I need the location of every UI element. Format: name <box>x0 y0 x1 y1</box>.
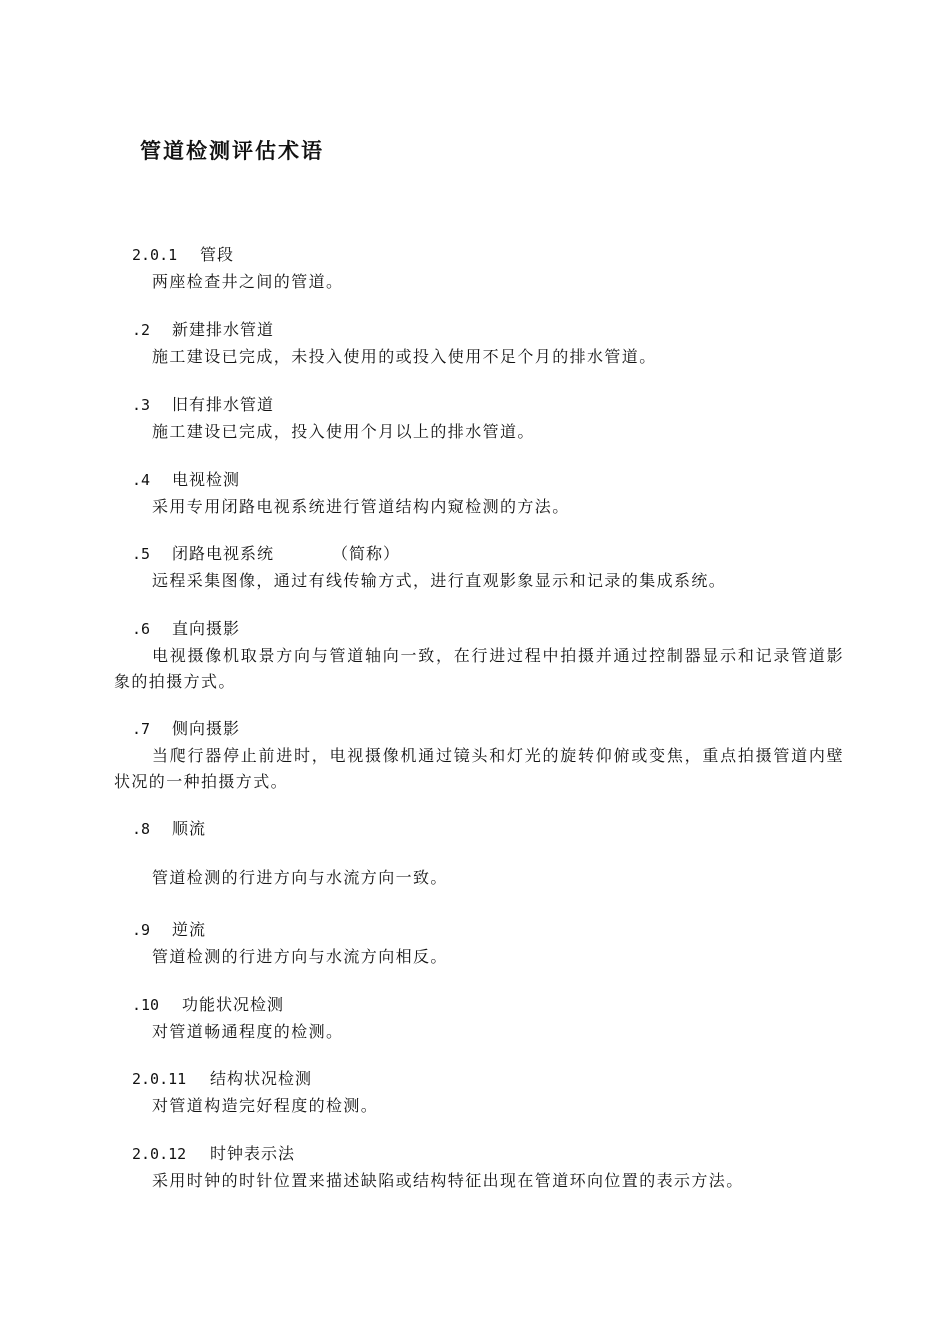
term-heading <box>114 617 844 641</box>
term-number: .8 <box>132 820 151 838</box>
term-heading <box>114 1067 844 1091</box>
term-heading <box>114 817 844 841</box>
term-definition: 施工建设已完成，未投入使用的或投入使用不足个月的排水管道。 <box>152 347 657 366</box>
term-number: .6 <box>132 620 151 638</box>
term-functional-inspection <box>114 993 844 1045</box>
term-name: 逆流 <box>172 920 207 939</box>
term-definition: 远程采集图像，通过有线传输方式，进行直观影象显示和记录的集成系统。 <box>152 571 727 590</box>
term-heading <box>114 918 844 942</box>
term-number: .4 <box>132 471 151 489</box>
term-upstream <box>114 918 844 970</box>
term-new-drain-pipe <box>114 318 844 370</box>
term-number: .9 <box>132 921 151 939</box>
term-definition: 采用时钟的时针位置来描述缺陷或结构特征出现在管道环向位置的表示方法。 <box>152 1171 744 1190</box>
term-clock-notation <box>114 1142 844 1194</box>
term-definition: 管道检测的行进方向与水流方向相反。 <box>152 947 448 966</box>
term-definition: 电视摄像机取景方向与管道轴向一致，在行进过程中拍摄并通过控制器显示和记录管道影象的拍摄方式。 <box>114 646 844 691</box>
term-definition: 施工建设已完成，投入使用个月以上的排水管道。 <box>152 422 535 441</box>
term-name: 闭路电视系统 <box>172 544 275 563</box>
term-definition: 对管道畅通程度的检测。 <box>152 1022 344 1041</box>
term-definition: 两座检查井之间的管道。 <box>152 272 344 291</box>
term-definition: 采用专用闭路电视系统进行管道结构内窥检测的方法。 <box>152 497 570 516</box>
term-name: 功能状况检测 <box>182 995 285 1014</box>
term-number: 2.0.1 <box>132 246 178 264</box>
term-name: 结构状况检测 <box>210 1069 313 1088</box>
term-name: 时钟表示法 <box>210 1144 296 1163</box>
term-heading <box>114 1142 844 1166</box>
term-segment <box>114 243 844 295</box>
term-name: 直向摄影 <box>172 619 241 638</box>
term-heading <box>114 542 844 566</box>
term-forward-view <box>114 617 844 695</box>
term-definition: 当爬行器停止前进时，电视摄像机通过镜头和灯光的旋转仰俯或变焦，重点拍摄管道内壁状况的一种拍摄方式。 <box>114 746 844 791</box>
term-heading <box>114 243 844 267</box>
term-number: .2 <box>132 321 151 339</box>
term-cctv-inspection <box>114 468 844 520</box>
term-number: .10 <box>132 996 160 1014</box>
term-number: 2.0.11 <box>132 1070 187 1088</box>
term-heading <box>114 993 844 1017</box>
term-name: 旧有排水管道 <box>172 395 275 414</box>
term-number: 2.0.12 <box>132 1145 187 1163</box>
term-heading <box>114 717 844 741</box>
term-note: （简称） <box>332 544 401 563</box>
term-downstream <box>114 817 844 891</box>
term-existing-drain-pipe <box>114 393 844 445</box>
term-heading <box>114 468 844 492</box>
term-lateral-view <box>114 717 844 795</box>
term-name: 管段 <box>200 245 235 264</box>
term-definition: 管道检测的行进方向与水流方向一致。 <box>152 868 448 887</box>
page-title: 管道检测评估术语 <box>140 138 324 163</box>
term-structural-inspection <box>114 1067 844 1119</box>
term-name: 顺流 <box>172 819 207 838</box>
term-number: .3 <box>132 396 151 414</box>
term-name: 新建排水管道 <box>172 320 275 339</box>
term-heading <box>114 393 844 417</box>
term-cctv-system <box>114 542 844 594</box>
term-number: .5 <box>132 545 151 563</box>
term-definition: 对管道构造完好程度的检测。 <box>152 1096 379 1115</box>
term-name: 侧向摄影 <box>172 719 241 738</box>
term-name: 电视检测 <box>172 470 241 489</box>
term-number: .7 <box>132 720 151 738</box>
term-heading <box>114 318 844 342</box>
